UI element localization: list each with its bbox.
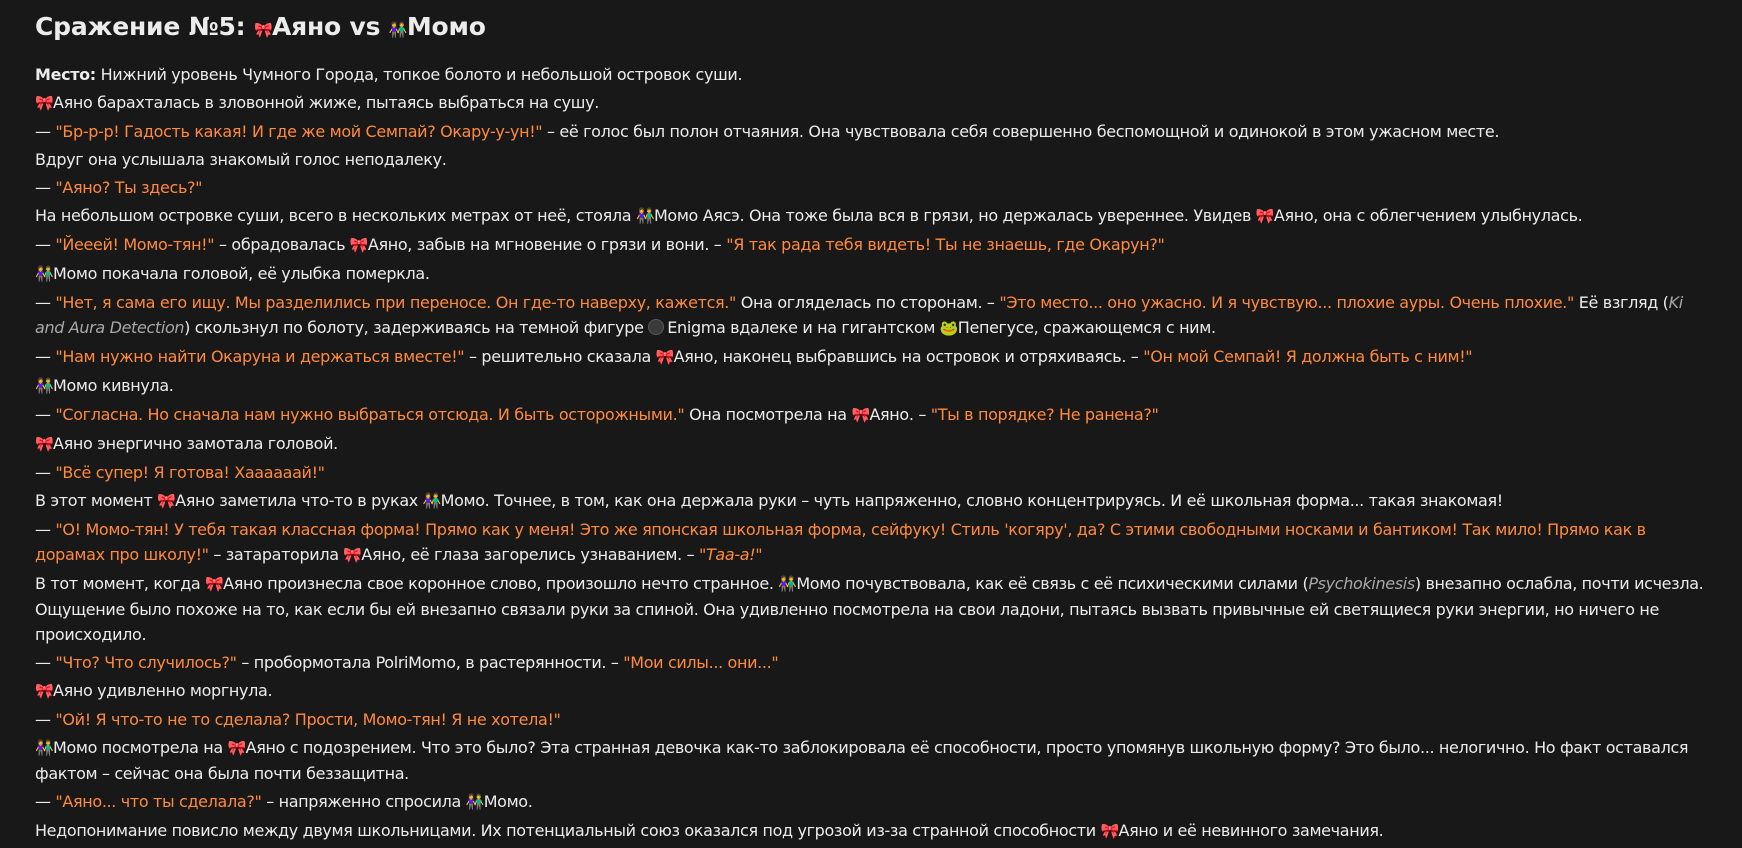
narration: Аяно, забыв на мгновение о грязи и вони. – — [367, 235, 727, 254]
bow-icon: 🎀 — [205, 575, 224, 593]
narration: ) скользнул по болоту, задерживаясь на темной фигуре — [184, 318, 649, 337]
dialogue-quote: "Что? Что случилось?" — [55, 653, 237, 672]
narration: Она посмотрела на — [684, 405, 852, 424]
bow-icon: 🎀 — [1255, 207, 1275, 225]
narration: Аяно, наконец выбравшись на островок и отряхиваясь. – — [673, 347, 1144, 366]
page-title — [35, 0, 1715, 62]
narration: Момо почувствовала, как её связь с её психическими силами ( — [796, 574, 1309, 593]
narration: – решительно сказала — [464, 347, 656, 366]
dialogue-quote: "Мои силы... они..." — [623, 653, 779, 672]
dialogue-dash: — — [35, 122, 56, 141]
paragraph — [35, 735, 1715, 786]
dialogue-dash: — — [35, 463, 56, 482]
narration: Она огляделась по сторонам. – — [736, 293, 1000, 312]
location-text: Нижний уровень Чумного Города, топкое болото и небольшой островок суши. — [95, 65, 743, 84]
paragraph-location — [35, 62, 1715, 87]
dialogue-quote: "Всё супер! Я готова! Хаааааай!" — [55, 463, 325, 482]
narration: Недопонимание повисло между двумя школьницами. Их потенциальный союз оказался под угрозой из-за странной способности — [35, 821, 1101, 840]
paragraph — [35, 517, 1715, 568]
paragraph — [35, 203, 1715, 229]
dialogue-dash: — — [35, 710, 56, 729]
paragraph — [35, 488, 1715, 514]
frog-icon: 🐸 — [939, 319, 959, 337]
paragraph — [35, 232, 1715, 258]
dialogue-quote: "Нам нужно найти Окаруна и держаться вместе!" — [55, 347, 465, 366]
battle-document — [35, 0, 1715, 847]
paragraph — [35, 261, 1715, 287]
narration: Аяно заметила что-то в руках — [175, 491, 423, 510]
dialogue-dash: — — [35, 405, 56, 424]
narration: – напряженно спросила — [261, 792, 466, 811]
paragraph — [35, 789, 1715, 815]
bow-icon: 🎀 — [35, 435, 54, 453]
narration: ) внезапно ослабла, почти исчезла. Ощущение было похоже на то, как если бы ей внезапно связали руки за спиной. Она удивленно посмотрела на свои ладони, пытаясь вызвать привычные ей светящиеся руки энергии, но ничего не происходило. — [35, 574, 1704, 644]
narration: Пепегусе, сражающемся с ним. — [957, 318, 1216, 337]
dialogue-quote: "Бр-р-р! Гадость какая! И где же мой Семпай? Окару-у-ун!" — [55, 122, 543, 141]
paragraph — [35, 650, 1715, 675]
couple-icon: 👫 — [35, 377, 54, 395]
dialogue-quote: "Это место... оно ужасно. И я чувствую... плохие ауры. Очень плохие." — [999, 293, 1575, 312]
narration: Момо. Точнее, в том, как она держала руки – чуть напряженно, словно концентрируясь. И её школьная форма... такая знакомая! — [440, 491, 1503, 510]
bow-icon: 🎀 — [227, 739, 246, 757]
dialogue-quote: "Аяно? Ты здесь?" — [55, 178, 203, 197]
narration: В тот момент, когда — [35, 574, 206, 593]
paragraph — [35, 290, 1715, 341]
dialogue-quote: "Ты в порядке? Не ранена?" — [930, 405, 1159, 424]
title-momo: Момо — [406, 12, 486, 41]
narration: Аяно произнесла свое коронное слово, произошло нечто странное. — [223, 574, 779, 593]
couple-icon: 👫 — [35, 739, 54, 757]
paragraph — [35, 431, 1715, 457]
narration: Момо кивнула. — [53, 376, 174, 395]
paragraph — [35, 344, 1715, 370]
narration: – затараторила — [208, 545, 344, 564]
paragraph — [35, 373, 1715, 399]
narration: В этот момент — [35, 491, 158, 510]
bow-icon: 🎀 — [343, 546, 362, 564]
couple-icon: 👫 — [778, 575, 797, 593]
narration: Момо покачала головой, её улыбка померкла. — [53, 264, 430, 283]
narration: Аяно, её глаза загорелись узнаванием. – — [361, 545, 699, 564]
couple-icon: 👫 — [635, 207, 655, 225]
dialogue-dash: — — [35, 792, 56, 811]
title-prefix: Сражение №5: — [35, 12, 254, 41]
bow-icon: 🎀 — [655, 348, 674, 366]
dialogue-quote-italic: Таа-а! — [706, 545, 756, 564]
dialogue-quote-close: " — [755, 545, 763, 564]
bow-icon: 🎀 — [35, 682, 54, 700]
paragraph — [35, 678, 1715, 704]
narration: – пробормотала PolriMomo, в растерянности. – — [236, 653, 624, 672]
narration: Аяно. – — [869, 405, 931, 424]
couple-icon: 👫 — [422, 492, 441, 510]
dialogue-dash: — — [35, 653, 56, 672]
bow-icon: 🎀 — [1100, 822, 1119, 840]
narration: – её голос был полон отчаяния. Она чувствовала себя совершенно беспомощной и одинокой в этом ужасном месте. — [542, 122, 1500, 141]
story-text — [35, 62, 1715, 844]
bow-icon: 🎀 — [157, 492, 176, 510]
paragraph — [35, 90, 1715, 116]
paragraph — [35, 402, 1715, 428]
paragraph — [35, 571, 1715, 647]
narration: Аяно, она с облегчением улыбнулась. — [1273, 206, 1583, 225]
paragraph — [35, 460, 1715, 485]
narration: Её взгляд ( — [1574, 293, 1669, 312]
paragraph — [35, 818, 1715, 844]
narration: На небольшом островке суши, всего в нескольких метрах от неё, стояла — [35, 206, 636, 225]
narration: Аяно энергично замотала головой. — [53, 434, 338, 453]
bow-icon: 🎀 — [851, 406, 870, 424]
enigma-dot-icon — [648, 319, 664, 335]
ability-name: Ki and Aura Detection — [35, 293, 1683, 337]
dialogue-quote: "Согласна. Но сначала нам нужно выбраться отсюда. И быть осторожными." — [55, 405, 685, 424]
dialogue-quote: "Он мой Семпай! Я должна быть с ним!" — [1143, 347, 1473, 366]
narration: Аяно и её невинного замечания. — [1118, 821, 1384, 840]
narration: Момо. — [483, 792, 533, 811]
paragraph — [35, 175, 1715, 200]
narration: – обрадовалась — [214, 235, 350, 254]
dialogue-quote: "Ой! Я что-то не то сделала? Прости, Момо-тян! Я не хотела!" — [55, 710, 561, 729]
location-label: Место: — [35, 65, 96, 84]
dialogue-quote-open: " — [698, 545, 706, 564]
narration: Вдруг она услышала знакомый голос неподалеку. — [35, 150, 447, 169]
title-vs: vs — [341, 12, 389, 41]
dialogue-dash: — — [35, 520, 56, 539]
bow-icon: 🎀 — [253, 21, 273, 39]
dialogue-quote: "Нет, я сама его ищу. Мы разделились при переносе. Он где-то наверху, кажется." — [55, 293, 737, 312]
bow-icon: 🎀 — [35, 94, 54, 112]
dialogue-dash: — — [35, 235, 56, 254]
dialogue-dash: — — [35, 178, 56, 197]
dialogue-quote: "Я так рада тебя видеть! Ты не знаешь, где Окарун?" — [726, 235, 1165, 254]
dialogue-quote: "Йееей! Момо-тян!" — [55, 235, 215, 254]
paragraph — [35, 707, 1715, 732]
dialogue-dash: — — [35, 347, 56, 366]
narration: Момо Аясэ. Она тоже была вся в грязи, но держалась увереннее. Увидев — [653, 206, 1256, 225]
couple-icon: 👫 — [388, 21, 408, 39]
ability-name: Psychokinesis — [1308, 574, 1415, 593]
narration: Enigma вдалеке и на гигантском — [667, 318, 940, 337]
bow-icon: 🎀 — [349, 236, 369, 254]
couple-icon: 👫 — [465, 793, 485, 811]
dialogue-quote: "О! Момо-тян! У тебя такая классная форма! Прямо как у меня! Это же японская школьная форма, сейфуку! Стиль 'когяру', да? С этими свободными носками и бантиком! Так мило! Прямо как в дорамах про школу!" — [35, 520, 1646, 564]
dialogue-dash: — — [35, 293, 56, 312]
narration: Аяно с подозрением. Что это было? Эта странная девочка как-то заблокировала её способности, просто упомянув школьную форму? Это было... нелогично. Но факт оставался фактом – сейчас она была почти беззащитна. — [35, 738, 1689, 783]
narration: Аяно удивленно моргнула. — [53, 681, 273, 700]
dialogue-quote: "Аяно... что ты сделала?" — [55, 792, 262, 811]
narration: Момо посмотрела на — [53, 738, 228, 757]
paragraph — [35, 119, 1715, 144]
paragraph — [35, 147, 1715, 172]
title-ayano: Аяно — [271, 12, 342, 41]
narration: Аяно барахталась в зловонной жиже, пытаясь выбраться на сушу. — [53, 93, 599, 112]
couple-icon: 👫 — [35, 265, 54, 283]
